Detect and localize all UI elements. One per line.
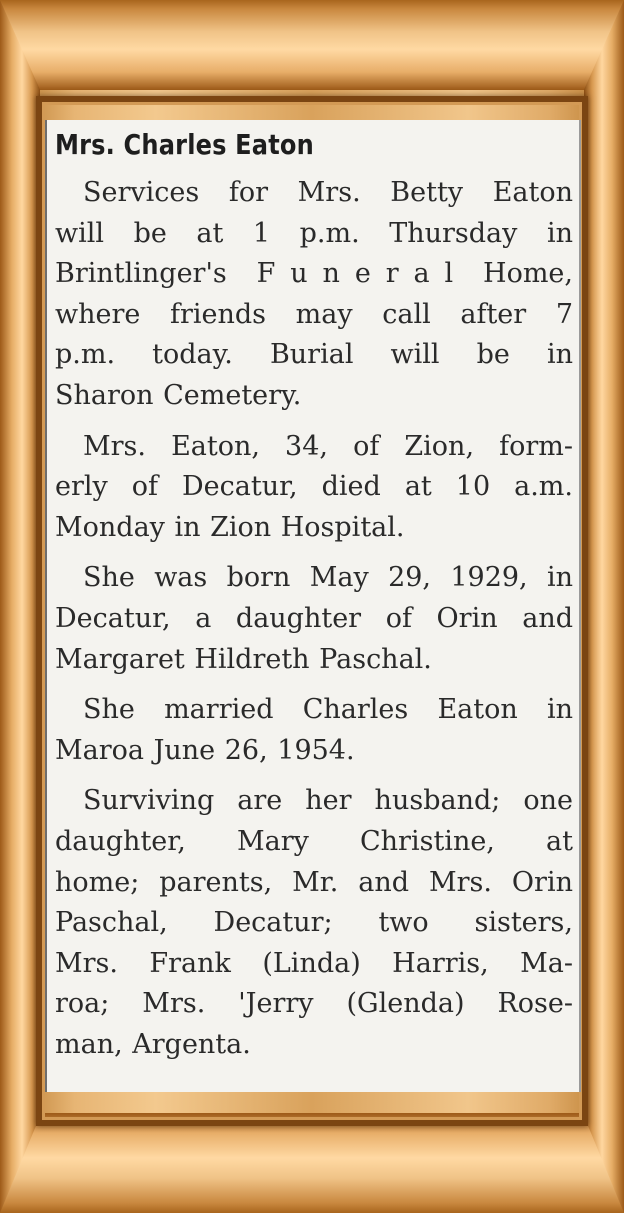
text-line: Maroa June 26, 1954.: [55, 734, 355, 766]
text-line: man, Argenta.: [55, 1028, 251, 1060]
paragraph-marriage: [55, 690, 573, 771]
newspaper-clipping: [45, 120, 581, 1092]
text-line: will be at 1 p.m. Thursday in: [55, 217, 573, 249]
text-line: Sharon Cemetery.: [55, 379, 302, 411]
obituary-headline: Mrs. Charles Eaton: [55, 128, 314, 161]
text-line: Services for Mrs. Betty Eaton: [83, 177, 573, 208]
text-line: daughter, Mary Christine, at: [55, 825, 573, 857]
text-line: She was born May 29, 1929, in: [83, 562, 573, 594]
text-line: Surviving are her husband; one: [83, 785, 573, 817]
frame-left-bevel: [0, 0, 40, 1213]
text-line: roa; Mrs. 'Jerry (Glenda) Rose-: [55, 988, 573, 1020]
text-line: Mrs. Eaton, 34, of Zion, form-: [83, 430, 573, 462]
text-line: Margaret Hildreth Paschal.: [55, 643, 432, 675]
text-line: p.m. today. Burial will be in: [55, 339, 573, 371]
paragraph-death: [55, 427, 573, 549]
text-line: Monday in Zion Hospital.: [55, 511, 405, 543]
text-line: erly of Decatur, died at 10 a.m.: [55, 471, 573, 503]
text-line: where friends may call after 7: [55, 298, 573, 330]
text-line: Mrs. Frank (Linda) Harris, Ma-: [55, 947, 573, 979]
paragraph-birth: [55, 558, 573, 680]
text-line: Decatur, a daughter of Orin and: [55, 602, 573, 634]
frame-right-bevel: [584, 0, 624, 1213]
text-line: Brintlinger's F u n e r a l Home,: [55, 258, 573, 290]
frame-top-bevel: [0, 0, 624, 90]
paragraph-services: [55, 173, 573, 417]
text-line: home; parents, Mr. and Mrs. Orin: [55, 866, 573, 898]
paragraph-survivors: [55, 781, 573, 1065]
text-line: Paschal, Decatur; two sisters,: [55, 907, 573, 939]
text-line: She married Charles Eaton in: [83, 694, 573, 726]
frame-bottom-bevel: [0, 1113, 624, 1213]
